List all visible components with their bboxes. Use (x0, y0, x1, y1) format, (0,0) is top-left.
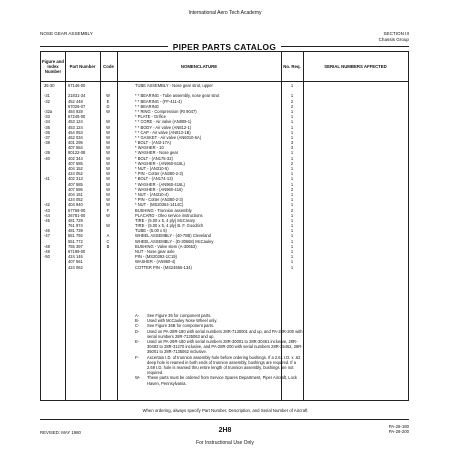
nomenclature-cell: BUSHING - Valve stem (A-30653) (135, 243, 197, 249)
nomenclature-cell: WHEEL ASSEMBLY - (D-30668) McCauley (135, 238, 214, 244)
section-name: NOSE GEAR ASSEMBLY (40, 31, 93, 36)
code-cell: W (106, 171, 110, 177)
code-cell: W (106, 191, 110, 197)
footnote-text: See Figure 36B for component parts. (147, 323, 215, 329)
code-cell: W (106, 134, 110, 140)
quantity-cell: 1 (290, 259, 294, 265)
part-number-cell: 407 585 (68, 160, 83, 166)
nomenclature-cell: * PIN - Cotter (AN380-2-3) (135, 171, 184, 177)
nomenclature-cell: * * CAP - Air valve (AN813-1B) (135, 129, 191, 135)
nomenclature-cell: BUSHING - Trunnion assembly (135, 207, 192, 213)
nomenclature-cell: * NUT - (AN310-4) (135, 191, 169, 197)
part-number-cell: 481 729 (68, 217, 83, 223)
quantity-cell: 1 (290, 191, 294, 197)
code-cell: W (106, 119, 110, 125)
header-nomenclature: NOMENCLATURE (180, 64, 218, 69)
nomenclature-cell: * WASHER - Nose gear (135, 150, 179, 156)
footnote-code: E- (135, 339, 140, 345)
code-cell: W (106, 145, 110, 151)
footnote-code: F- (135, 354, 139, 360)
ordering-note: When ordering, always specify Part Number, Description, and Serial Number of Aircraft (142, 408, 308, 413)
academy-header: International Aero Tech Academy (188, 10, 262, 16)
figure-index-cell: -35 (44, 124, 50, 130)
part-number-cell: 407 584 (68, 145, 83, 151)
nomenclature-cell: TIRE - (5.00 x 5, 4 ply) B. F. Goodrich (135, 223, 204, 229)
part-number-cell: 551 772 (68, 238, 83, 244)
footnote-text: These parts must be ordered from Service Spares Department, Piper Aircraft, Lock Haven, Pennsylvania. (147, 375, 297, 386)
part-number-cell: 404 151 (68, 191, 83, 197)
code-cell: E (106, 98, 110, 104)
page-number: 2H8 (218, 427, 232, 434)
figure-index-cell: -33 (44, 114, 50, 120)
part-number-cell: 755 397 (68, 243, 83, 249)
part-number-cell: 761 974 (68, 223, 83, 229)
footnote-text: Used with McCauley Nose Wheel only. (147, 318, 218, 324)
quantity-cell: 1 (290, 114, 294, 120)
catalog-title-text: PIPER PARTS CATALOG (168, 42, 281, 52)
code-cell: W (106, 186, 110, 192)
quantity-cell: 1 (290, 124, 294, 130)
nomenclature-cell: * WASHER - (AN960-416L) (135, 181, 185, 187)
nomenclature-cell: TUBE ASSEMBLY - Nose gear strut, upper (135, 83, 213, 88)
quantity-cell: 1 (290, 150, 294, 156)
figure-index-cell: -39 (44, 150, 50, 156)
figure-index-cell: -44 (44, 212, 50, 218)
quantity-cell: 1 (290, 129, 294, 135)
footnote-code: C- (135, 323, 140, 329)
code-cell: W (106, 150, 110, 156)
nomenclature-cell: COTTER PIN - (MS24665-134) (135, 264, 192, 270)
quantity-cell: 1 (290, 108, 294, 114)
instructional-note: For Instructional Use Only (196, 440, 254, 446)
table-header (41, 52, 408, 82)
part-number-cell: 402 344 (68, 155, 83, 161)
nomenclature-cell: PLACARD - Oleo service instructions (135, 212, 203, 218)
part-number-cell: 67245-00 (68, 114, 86, 120)
header-number-required: No. Req. (283, 64, 301, 69)
part-number-cell: 402 313 (68, 176, 83, 182)
part-number-cell: 424 146 (68, 254, 83, 260)
group-name: Chassis Group (378, 36, 409, 42)
nomenclature-cell: WHEEL ASSEMBLY - (40-78B) Cleveland (135, 233, 211, 239)
code-cell: W (106, 223, 110, 229)
header-figure: Figure and Index Number (42, 59, 64, 74)
nomenclature-cell: * * GASKET - Air valve (AN6010-6A) (135, 134, 202, 140)
figure-index-cell: -45 (44, 217, 50, 223)
quantity-cell: 1 (290, 223, 294, 229)
quantity-cell: 2 (290, 103, 294, 109)
code-cell: F (106, 207, 110, 213)
nomenclature-cell: * BOLT - (AN175-32) (135, 155, 173, 161)
code-cell: C (106, 238, 110, 244)
nomenclature-cell: * BOLT - (AN174-13) (135, 176, 173, 182)
part-number-cell: 481 739 (68, 228, 83, 234)
code-cell: W (106, 197, 110, 203)
figure-index-cell: -34 (44, 119, 50, 125)
footnote-text: Used on PA-28R-180 with serial numbers 28R-7130001 and up, and PA-28R-200 with serial numbers 28R-7135063 and up. (147, 328, 303, 339)
footnote-code: B- (135, 318, 140, 324)
code-cell: W (106, 176, 110, 182)
code-cell: W (106, 212, 110, 218)
header-code: Code (103, 64, 114, 69)
figure-index-cell: -49 (44, 249, 50, 254)
quantity-cell: 1 (290, 155, 294, 161)
quantity-cell: 1 (290, 119, 294, 125)
figure-index-cell: -43 (44, 207, 50, 213)
figure-index-cell: -32 (44, 98, 50, 104)
nomenclature-cell: * * BEARING - Tube assembly, nose gear strut (135, 93, 220, 99)
code-cell: W (106, 202, 110, 208)
part-number-cell: 454 053 (68, 129, 83, 135)
nomenclature-cell: * * RING - Compression (RI 9047) (135, 108, 197, 114)
nomenclature-cell: * WASHER - (AN960-416) (135, 186, 183, 192)
nomenclature-cell: * * BEARING - (FF-411-4) (135, 98, 182, 104)
code-cell: A (106, 233, 110, 239)
part-number-cell: 453 124 (68, 124, 83, 130)
nomenclature-cell: * NUT - (AN310-5) (135, 166, 169, 171)
footer-rule (40, 419, 409, 420)
figure-index-cell: 35-30 (44, 83, 55, 88)
nomenclature-cell: * * BEARING (135, 103, 159, 109)
figure-index-cell: -47 (44, 233, 50, 239)
nomenclature-cell: * NUT - (MS20364-1414C) (135, 202, 184, 208)
quantity-cell: 1 (290, 181, 294, 187)
quantity-cell: 1 (290, 254, 294, 260)
part-number-cell: 67026-07 (68, 103, 86, 109)
nomenclature-cell: * PLATE - Orifice (135, 114, 166, 120)
footnote (135, 375, 305, 385)
quantity-cell: 2 (290, 98, 294, 104)
header-part-number: Part Number (69, 64, 96, 69)
figure-index-cell: -50 (44, 254, 50, 260)
part-number-cell: 452 448 (68, 98, 83, 104)
quantity-cell: 2 (290, 207, 294, 213)
quantity-cell: 1 (290, 228, 294, 234)
aircraft-models (389, 424, 409, 435)
part-number-cell: 67146-00 (68, 83, 86, 88)
part-number-cell: 21831-34 (68, 93, 86, 99)
quantity-cell: 1 (290, 134, 294, 140)
nomenclature-cell: * BOLT - (AN3-17A) (135, 140, 172, 146)
quantity-cell: 1 (290, 83, 294, 88)
figure-index-cell: -48 (44, 243, 50, 249)
part-number-cell: 67758-00 (68, 207, 86, 213)
model-label: PA-28-180 (388, 424, 409, 429)
part-number-cell: 551 792 (68, 233, 83, 239)
section-info (379, 31, 409, 42)
quantity-cell: 1 (290, 243, 294, 249)
quantity-cell: 2 (290, 160, 294, 166)
quantity-cell: 1 (290, 176, 294, 182)
part-number-cell: 407 586 (68, 186, 83, 192)
part-number-cell: 462 034 (68, 134, 83, 140)
table-body (41, 83, 408, 270)
footnote (135, 355, 305, 376)
part-number-cell: 401 295 (68, 140, 83, 146)
quantity-cell: 1 (290, 249, 294, 254)
quantity-cell: 1 (290, 217, 294, 223)
footnote-text: See Figure 36 for component parts. (147, 313, 212, 318)
quantity-cell: 1 (290, 212, 294, 218)
code-cell: W (106, 166, 110, 171)
footnote-text: Ascertain I.D. of trunnion assembly hole before ordering bushings. If a 2.61 I.D. x .62 deep hole is reamed in both ends of trunnion assembly, bushings are required. If a 2.69 I.D. hole is reamed thru entire length of trunnion assembly, bushings are not required. (147, 354, 301, 376)
code-cell: W (106, 124, 110, 130)
footnote (135, 329, 305, 339)
code-cell: W (106, 181, 110, 187)
part-number-cell: 404 152 (68, 166, 83, 171)
figure-index-cell: -31 (44, 93, 50, 99)
quantity-cell: 1 (290, 166, 294, 171)
quantity-cell: 2 (290, 186, 294, 192)
table-notes (135, 313, 305, 386)
footnote-code: A- (135, 313, 140, 318)
code-cell: B (106, 243, 110, 249)
figure-index-cell: -40 (44, 155, 50, 161)
part-number-cell: 404 940 (68, 202, 83, 208)
quantity-cell: 1 (290, 197, 294, 203)
figure-index-cell: -37 (44, 134, 50, 140)
part-number-cell: 424 052 (68, 264, 83, 270)
nomenclature-cell: * PIN - Cotter (AN380-2-3) (135, 197, 184, 203)
nomenclature-cell: * * CORE - Air valve (AN809-1) (135, 119, 192, 125)
nomenclature-cell: PIN - (MS20392-1C19) (135, 254, 177, 260)
nomenclature-cell: * WASHER - 10 (135, 145, 164, 151)
code-cell: W (106, 160, 110, 166)
code-cell: W (106, 129, 110, 135)
part-number-cell: 26781-00 (68, 212, 86, 218)
figure-index-cell: -41 (44, 176, 50, 182)
footnote-text: Used on PA-28R-180 with serial numbers 28R-30001 to 28R-30461 inclusive, 28R-30483 to 28R-31270 inclusive, and PA-28R-200 with serial numbers 28R-35462, 28R-35001 to 28R-7135062 inclusive. (147, 339, 303, 355)
quantity-cell: 1 (290, 238, 294, 244)
part-number-cell: 484 928 (68, 108, 83, 114)
nomenclature-cell: TUBE - (5.00 x 5) (135, 228, 167, 234)
part-number-cell: 67199-00 (68, 249, 86, 254)
part-number-cell: 424 052 (68, 197, 83, 203)
quantity-cell: 1 (290, 93, 294, 99)
footnote (135, 339, 305, 355)
code-cell: W (106, 93, 110, 99)
part-number-cell: 80122-08 (68, 150, 86, 156)
figure-index-cell: -36 (44, 129, 50, 135)
quantity-cell: 1 (290, 233, 294, 239)
code-cell: D (106, 103, 110, 109)
revision-date: REVISED: MAY 1980 (40, 430, 81, 435)
quantity-cell: 3 (290, 140, 294, 146)
code-cell: W (106, 108, 110, 114)
figure-index-cell: -32a (44, 108, 53, 114)
table-row (41, 265, 408, 270)
quantity-cell: 1 (290, 264, 294, 270)
nomenclature-cell: WASHER - (AN960-4) (135, 259, 176, 265)
figure-index-cell: -42 (44, 202, 50, 208)
part-number-cell: 407 585 (68, 181, 83, 187)
quantity-cell: 1 (290, 171, 294, 177)
nomenclature-cell: TIRE - (5.00 x 5, 4 ply) McCreary (135, 217, 196, 223)
figure-index-cell: -46 (44, 228, 50, 234)
parts-table (40, 51, 409, 401)
code-cell: W (106, 140, 110, 146)
header-serial-numbers: SERIAL NUMBERS AFFECTED (324, 64, 387, 69)
quantity-cell: 3 (290, 145, 294, 151)
footnote-code: D- (135, 328, 140, 334)
footnote-code: W- (135, 375, 141, 381)
code-cell: W (106, 155, 110, 161)
model-label: PA-28-200 (388, 429, 409, 435)
nomenclature-cell: * * BODY - Air valve (AN812-1) (135, 124, 192, 130)
nomenclature-cell: NUT - Nose gear axle (135, 249, 175, 254)
part-number-cell: 453 124 (68, 119, 83, 125)
part-number-cell: 407 561 (68, 259, 83, 265)
section-number: SECTION III (383, 31, 409, 36)
nomenclature-cell: * WASHER - (AN960-516L) (135, 160, 185, 166)
part-number-cell: 424 052 (68, 171, 83, 177)
quantity-cell: 1 (290, 202, 294, 208)
figure-index-cell: -38 (44, 140, 50, 146)
